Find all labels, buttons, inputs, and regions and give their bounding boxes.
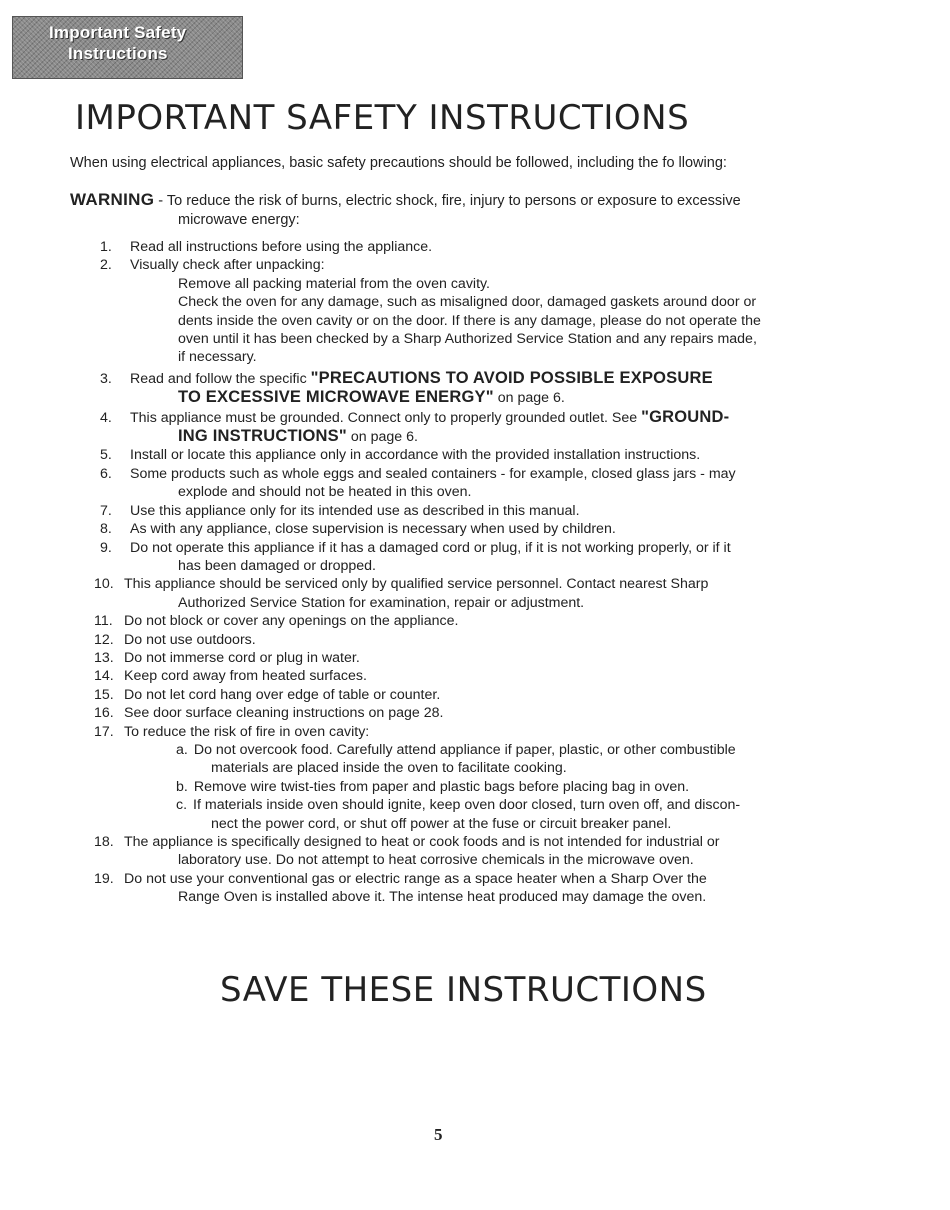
sub-list-item (120, 796, 810, 833)
item-tail: on page 6. (346, 429, 418, 446)
item-text-continued: Range Oven is installed above it. The intense heat produced may damage the oven. (178, 889, 707, 906)
item-first-line (94, 723, 810, 741)
item-text: Read all instructions before using the appliance. (130, 239, 433, 255)
item-text: Do not block or cover any openings on the appliance. (124, 613, 459, 630)
item-number: 15. (94, 686, 114, 703)
item-text-continued: laboratory use. Do not attempt to heat corrosive chemicals in the microwave oven. (178, 852, 694, 869)
sub-list-item (120, 778, 810, 796)
item-text: Install or locate this appliance only in accordance with the provided installation instructions. (130, 447, 701, 464)
item-number: 13. (94, 649, 114, 666)
list-item (100, 465, 810, 502)
save-heading: SAVE THESE INSTRUCTIONS (220, 970, 707, 1010)
item-subtext: Remove all packing material from the oven cavity. (178, 275, 490, 292)
list-item (100, 407, 810, 447)
list-item (94, 612, 810, 630)
item-number: 9. (100, 539, 112, 556)
item-first-line (100, 256, 810, 274)
item-number: 5. (100, 447, 112, 464)
list-item (94, 870, 810, 907)
item-text: Read and follow the specific (130, 370, 311, 387)
item-emphasis: "PRECAUTIONS TO AVOID POSSIBLE EXPOSURE (310, 368, 713, 387)
item-first-line (100, 520, 810, 538)
item-number: 2. (100, 257, 112, 274)
item-first-line (94, 686, 810, 704)
item-number: 10. (94, 576, 114, 593)
item-first-line (94, 870, 810, 888)
item-first-line (94, 612, 810, 630)
item-text: To reduce the risk of fire in oven cavity: (124, 723, 370, 740)
item-emphasis: ING INSTRUCTIONS" (178, 427, 347, 446)
list-item (94, 631, 810, 649)
item-number: 6. (100, 465, 112, 482)
list-item (94, 704, 810, 722)
item-text: Do not use outdoors. (124, 631, 256, 648)
section-tab-line-1: Important Safety (49, 23, 187, 42)
warning-block (70, 190, 790, 230)
item-text-continued: has been damaged or dropped. (178, 557, 376, 574)
item-text: Do not immerse cord or plug in water. (124, 649, 360, 666)
item-text: See door surface cleaning instructions on page 28. (124, 705, 444, 722)
sub-item-text: If materials inside oven should ignite, keep oven door closed, turn oven off, and discon- (193, 797, 741, 814)
item-text: As with any appliance, close supervision is necessary when used by children. (130, 521, 616, 538)
item-first-line (100, 465, 810, 483)
item-number: 17. (94, 723, 114, 740)
item-number: 14. (94, 668, 114, 685)
item-first-line (100, 446, 810, 464)
warning-text-1: - To reduce the risk of burns, electric shock, fire, injury to persons or exposure to excessive (154, 193, 741, 209)
sub-item-first-line (176, 778, 810, 796)
item-first-line (94, 631, 810, 649)
item-number: 16. (94, 705, 114, 722)
item-first-line (100, 502, 810, 520)
item-text-continued: explode and should not be heated in this oven. (178, 484, 472, 501)
intro-text: When using electrical appliances, basic safety precautions should be followed, including the fo llowing: (70, 155, 727, 171)
item-first-line (94, 704, 810, 722)
item-text-continued: Authorized Service Station for examination, repair or adjustment. (178, 594, 585, 611)
instruction-list (94, 238, 810, 907)
list-item (94, 723, 810, 833)
item-first-line (100, 238, 810, 256)
item-first-line (94, 833, 810, 851)
item-text-continued (120, 427, 810, 446)
list-item (100, 502, 810, 520)
item-number: 8. (100, 521, 112, 538)
item-text: Keep cord away from heated surfaces. (124, 668, 367, 685)
item-number: 3. (100, 370, 112, 387)
item-text: This appliance should be serviced only by qualified service personnel. Contact nearest Sharp (124, 576, 709, 593)
page-title: IMPORTANT SAFETY INSTRUCTIONS (75, 98, 690, 138)
sub-item-text: Do not overcook food. Carefully attend appliance if paper, plastic, or other combustible (193, 741, 736, 758)
item-text: This appliance must be grounded. Connect only to properly grounded outlet. See (130, 409, 642, 426)
item-subtext: oven until it has been checked by a Sharp Authorized Service Station and any repairs made, (178, 331, 757, 348)
sub-item-label: a. (176, 741, 188, 758)
list-item (94, 686, 810, 704)
sub-item-label: c. (176, 797, 188, 814)
sub-item-first-line (176, 796, 810, 814)
item-first-line (100, 368, 810, 388)
item-text: Use this appliance only for its intended use as described in this manual. (130, 502, 580, 519)
item-text: Some products such as whole eggs and sealed containers - for example, closed glass jars - may (130, 465, 736, 482)
list-item (94, 649, 810, 667)
item-text-continued (120, 388, 810, 407)
item-first-line (100, 539, 810, 557)
item-number: 19. (94, 870, 114, 887)
list-item (100, 520, 810, 538)
item-first-line (94, 649, 810, 667)
list-item (100, 368, 810, 408)
item-number: 4. (100, 409, 112, 426)
item-number: 7. (100, 502, 112, 519)
sub-item-text: Remove wire twist-ties from paper and plastic bags before placing bag in oven. (193, 778, 690, 795)
list-item (100, 539, 810, 576)
section-tab-line-2: Instructions (68, 44, 168, 63)
sub-item-label: b. (176, 778, 188, 795)
list-item (100, 238, 810, 256)
item-subtext: dents inside the oven cavity or on the door. If there is any damage, please do not operate the (178, 312, 761, 329)
item-tail: on page 6. (493, 390, 565, 407)
item-text: Visually check after unpacking: (130, 257, 325, 274)
list-item (94, 667, 810, 685)
section-tab (12, 16, 243, 79)
item-number: 11. (94, 613, 113, 630)
item-emphasis: TO EXCESSIVE MICROWAVE ENERGY" (178, 388, 494, 407)
sub-item-first-line (176, 741, 810, 759)
sub-item-text-continued: nect the power cord, or shut off power at the fuse or circuit breaker panel. (211, 815, 672, 832)
item-first-line (100, 407, 810, 427)
item-number: 1. (100, 239, 112, 255)
list-item (100, 446, 810, 464)
item-first-line (94, 575, 810, 593)
item-number: 18. (94, 834, 114, 850)
page-number: 5 (434, 1125, 443, 1144)
list-item (94, 833, 810, 870)
item-text: Do not use your conventional gas or electric range as a space heater when a Sharp Over the (124, 870, 707, 887)
item-subtext: Check the oven for any damage, such as misaligned door, damaged gaskets around door or (178, 294, 757, 311)
list-item (100, 256, 810, 366)
item-number: 12. (94, 631, 114, 648)
sub-item-text-continued: materials are placed inside the oven to facilitate cooking. (211, 760, 567, 777)
item-text: Do not operate this appliance if it has a damaged cord or plug, if it is not working properly, or if it (130, 539, 731, 556)
item-subtext: if necessary. (178, 349, 257, 366)
item-text: The appliance is specifically designed to heat or cook foods and is not intended for industrial or (124, 834, 720, 850)
list-item (94, 575, 810, 612)
warning-label: WARNING (70, 190, 155, 209)
item-text: Do not let cord hang over edge of table or counter. (124, 686, 441, 703)
sub-list-item (120, 741, 810, 778)
item-first-line (94, 667, 810, 685)
item-emphasis: "GROUND- (641, 407, 730, 426)
sub-list (120, 741, 810, 833)
warning-text-2: microwave energy: (178, 212, 300, 228)
